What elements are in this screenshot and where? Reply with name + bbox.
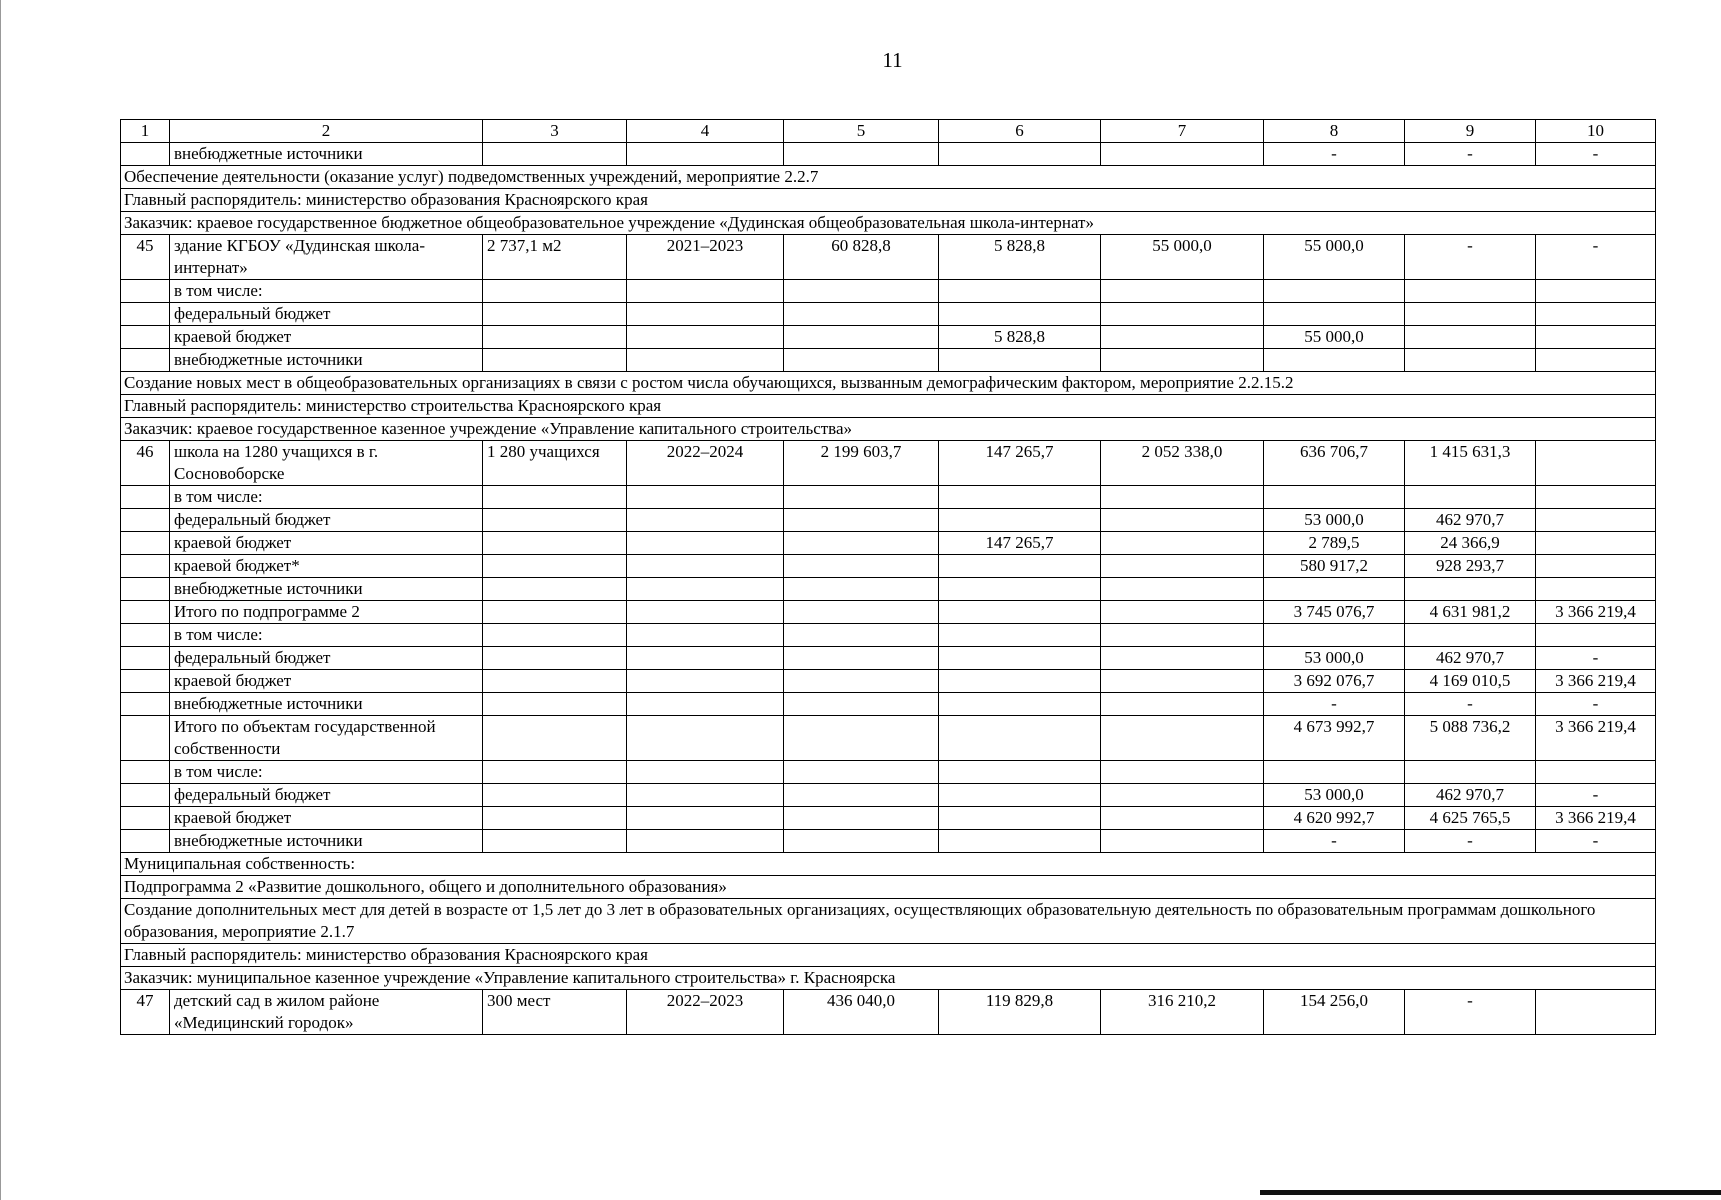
row-number-cell bbox=[121, 784, 170, 807]
value-cell: 147 265,7 bbox=[939, 532, 1101, 555]
value-cell bbox=[784, 303, 939, 326]
value-cell bbox=[1101, 509, 1264, 532]
value-cell: - bbox=[1536, 647, 1656, 670]
section-row bbox=[121, 189, 1656, 212]
row-number-cell bbox=[121, 693, 170, 716]
value-cell: 147 265,7 bbox=[939, 441, 1101, 486]
value-cell bbox=[939, 647, 1101, 670]
value-cell bbox=[627, 486, 784, 509]
value-cell bbox=[1536, 303, 1656, 326]
value-cell: 24 366,9 bbox=[1405, 532, 1536, 555]
section-row bbox=[121, 853, 1656, 876]
value-cell: 55 000,0 bbox=[1264, 326, 1405, 349]
row-name-cell: внебюджетные источники bbox=[170, 578, 483, 601]
value-cell bbox=[939, 601, 1101, 624]
value-cell bbox=[483, 693, 627, 716]
value-cell bbox=[483, 280, 627, 303]
section-title: Создание новых мест в общеобразовательных организациях в связи с ростом числа обучающихся, вызванным демографическим фактором, мероприятие 2.2.15.2 bbox=[121, 372, 1656, 395]
value-cell bbox=[784, 601, 939, 624]
header-cell: 7 bbox=[1101, 120, 1264, 143]
section-row bbox=[121, 395, 1656, 418]
value-cell bbox=[483, 349, 627, 372]
value-cell bbox=[1536, 486, 1656, 509]
value-cell bbox=[1101, 349, 1264, 372]
value-cell: - bbox=[1405, 143, 1536, 166]
table-row bbox=[121, 280, 1656, 303]
section-title: Обеспечение деятельности (оказание услуг) подведомственных учреждений, мероприятие 2.2.7 bbox=[121, 166, 1656, 189]
value-cell bbox=[1264, 578, 1405, 601]
value-cell bbox=[939, 280, 1101, 303]
row-number-cell bbox=[121, 670, 170, 693]
value-cell: 119 829,8 bbox=[939, 990, 1101, 1035]
row-name-cell: внебюджетные источники bbox=[170, 349, 483, 372]
value-cell bbox=[939, 349, 1101, 372]
row-name-cell: внебюджетные источники bbox=[170, 830, 483, 853]
value-cell bbox=[483, 647, 627, 670]
row-name-cell: внебюджетные источники bbox=[170, 143, 483, 166]
value-cell: 53 000,0 bbox=[1264, 509, 1405, 532]
value-cell bbox=[1101, 830, 1264, 853]
table-row bbox=[121, 349, 1656, 372]
value-cell bbox=[627, 303, 784, 326]
value-cell bbox=[784, 532, 939, 555]
value-cell bbox=[483, 578, 627, 601]
section-row bbox=[121, 418, 1656, 441]
value-cell: 1 415 631,3 bbox=[1405, 441, 1536, 486]
value-cell bbox=[483, 716, 627, 761]
value-cell bbox=[1264, 761, 1405, 784]
row-number-cell bbox=[121, 830, 170, 853]
value-cell: 2 199 603,7 bbox=[784, 441, 939, 486]
value-cell bbox=[939, 143, 1101, 166]
value-cell: 154 256,0 bbox=[1264, 990, 1405, 1035]
table-row bbox=[121, 235, 1656, 280]
value-cell bbox=[483, 486, 627, 509]
value-cell bbox=[483, 601, 627, 624]
row-name-cell: в том числе: bbox=[170, 486, 483, 509]
value-cell: - bbox=[1536, 830, 1656, 853]
row-name-cell: школа на 1280 учащихся в г. Сосновоборске bbox=[170, 441, 483, 486]
value-cell bbox=[1101, 143, 1264, 166]
value-cell bbox=[1536, 990, 1656, 1035]
row-name-cell: краевой бюджет bbox=[170, 532, 483, 555]
value-cell bbox=[939, 761, 1101, 784]
value-cell bbox=[483, 761, 627, 784]
value-cell bbox=[1405, 303, 1536, 326]
value-cell: 928 293,7 bbox=[1405, 555, 1536, 578]
value-cell bbox=[1101, 693, 1264, 716]
header-cell: 9 bbox=[1405, 120, 1536, 143]
row-number-cell bbox=[121, 143, 170, 166]
section-title: Заказчик: муниципальное казенное учреждение «Управление капитального строительства» г. Красноярска bbox=[121, 967, 1656, 990]
value-cell bbox=[1405, 578, 1536, 601]
value-cell: 462 970,7 bbox=[1405, 647, 1536, 670]
scan-edge-bottom bbox=[1260, 1190, 1721, 1195]
value-cell bbox=[784, 784, 939, 807]
value-cell bbox=[483, 143, 627, 166]
value-cell: 636 706,7 bbox=[1264, 441, 1405, 486]
value-cell bbox=[939, 624, 1101, 647]
table-row bbox=[121, 555, 1656, 578]
section-title: Заказчик: краевое государственное бюджетное общеобразовательное учреждение «Дудинская общеобразовательная школа-интернат» bbox=[121, 212, 1656, 235]
value-cell bbox=[939, 784, 1101, 807]
table-row bbox=[121, 326, 1656, 349]
row-name-cell: Итого по подпрограмме 2 bbox=[170, 601, 483, 624]
value-cell bbox=[784, 486, 939, 509]
value-cell: 2022–2024 bbox=[627, 441, 784, 486]
value-cell: 316 210,2 bbox=[1101, 990, 1264, 1035]
value-cell: 4 673 992,7 bbox=[1264, 716, 1405, 761]
value-cell: 55 000,0 bbox=[1264, 235, 1405, 280]
value-cell bbox=[1405, 280, 1536, 303]
value-cell bbox=[784, 578, 939, 601]
scan-edge bbox=[0, 0, 1, 1200]
header-cell: 3 bbox=[483, 120, 627, 143]
value-cell: 300 мест bbox=[483, 990, 627, 1035]
row-number-cell bbox=[121, 761, 170, 784]
value-cell: 462 970,7 bbox=[1405, 784, 1536, 807]
value-cell: 3 366 219,4 bbox=[1536, 601, 1656, 624]
value-cell bbox=[784, 555, 939, 578]
value-cell bbox=[627, 326, 784, 349]
value-cell bbox=[1101, 303, 1264, 326]
value-cell: - bbox=[1536, 784, 1656, 807]
section-row bbox=[121, 876, 1656, 899]
table-body bbox=[121, 120, 1656, 1035]
value-cell bbox=[784, 326, 939, 349]
header-cell: 5 bbox=[784, 120, 939, 143]
value-cell bbox=[1101, 716, 1264, 761]
value-cell bbox=[627, 670, 784, 693]
row-name-cell: внебюджетные источники bbox=[170, 693, 483, 716]
value-cell: 462 970,7 bbox=[1405, 509, 1536, 532]
value-cell bbox=[1101, 486, 1264, 509]
value-cell: 60 828,8 bbox=[784, 235, 939, 280]
section-row bbox=[121, 372, 1656, 395]
table-row bbox=[121, 990, 1656, 1035]
section-title: Заказчик: краевое государственное казенное учреждение «Управление капитального строительства» bbox=[121, 418, 1656, 441]
value-cell bbox=[627, 761, 784, 784]
value-cell bbox=[784, 509, 939, 532]
row-number-cell bbox=[121, 624, 170, 647]
row-name-cell: краевой бюджет bbox=[170, 807, 483, 830]
value-cell bbox=[1264, 280, 1405, 303]
value-cell: 580 917,2 bbox=[1264, 555, 1405, 578]
value-cell bbox=[1536, 280, 1656, 303]
row-number-cell bbox=[121, 509, 170, 532]
value-cell bbox=[1536, 326, 1656, 349]
value-cell: 2022–2023 bbox=[627, 990, 784, 1035]
value-cell bbox=[939, 555, 1101, 578]
value-cell bbox=[784, 143, 939, 166]
value-cell: 55 000,0 bbox=[1101, 235, 1264, 280]
value-cell: 3 745 076,7 bbox=[1264, 601, 1405, 624]
table-row bbox=[121, 486, 1656, 509]
row-name-cell: федеральный бюджет bbox=[170, 784, 483, 807]
header-cell: 4 bbox=[627, 120, 784, 143]
table-row bbox=[121, 532, 1656, 555]
value-cell bbox=[627, 647, 784, 670]
section-title: Главный распорядитель: министерство образования Красноярского края bbox=[121, 189, 1656, 212]
value-cell bbox=[784, 761, 939, 784]
value-cell bbox=[1101, 761, 1264, 784]
value-cell: 2 789,5 bbox=[1264, 532, 1405, 555]
value-cell: - bbox=[1264, 143, 1405, 166]
row-number-cell: 46 bbox=[121, 441, 170, 486]
row-number-cell bbox=[121, 807, 170, 830]
value-cell bbox=[1405, 624, 1536, 647]
value-cell bbox=[939, 486, 1101, 509]
value-cell: 1 280 учащихся bbox=[483, 441, 627, 486]
value-cell bbox=[1536, 555, 1656, 578]
value-cell: - bbox=[1405, 830, 1536, 853]
value-cell bbox=[627, 349, 784, 372]
table-row bbox=[121, 601, 1656, 624]
value-cell: 53 000,0 bbox=[1264, 647, 1405, 670]
table-row bbox=[121, 303, 1656, 326]
row-name-cell: в том числе: bbox=[170, 761, 483, 784]
value-cell bbox=[1405, 326, 1536, 349]
value-cell: 4 620 992,7 bbox=[1264, 807, 1405, 830]
value-cell bbox=[627, 784, 784, 807]
value-cell bbox=[939, 578, 1101, 601]
row-number-cell: 45 bbox=[121, 235, 170, 280]
value-cell bbox=[483, 784, 627, 807]
section-title: Муниципальная собственность: bbox=[121, 853, 1656, 876]
row-name-cell: федеральный бюджет bbox=[170, 303, 483, 326]
table-row bbox=[121, 716, 1656, 761]
value-cell bbox=[939, 509, 1101, 532]
section-row bbox=[121, 944, 1656, 967]
value-cell bbox=[939, 716, 1101, 761]
value-cell: 5 088 736,2 bbox=[1405, 716, 1536, 761]
value-cell: 4 625 765,5 bbox=[1405, 807, 1536, 830]
value-cell bbox=[939, 670, 1101, 693]
value-cell: - bbox=[1536, 693, 1656, 716]
value-cell bbox=[483, 303, 627, 326]
value-cell bbox=[483, 532, 627, 555]
value-cell bbox=[1405, 761, 1536, 784]
value-cell bbox=[1536, 761, 1656, 784]
value-cell bbox=[483, 670, 627, 693]
value-cell bbox=[1101, 578, 1264, 601]
value-cell bbox=[627, 693, 784, 716]
value-cell bbox=[627, 555, 784, 578]
row-number-cell: 47 bbox=[121, 990, 170, 1035]
header-cell: 6 bbox=[939, 120, 1101, 143]
value-cell bbox=[784, 830, 939, 853]
value-cell bbox=[483, 807, 627, 830]
row-number-cell bbox=[121, 280, 170, 303]
section-row bbox=[121, 899, 1656, 944]
value-cell bbox=[1264, 624, 1405, 647]
section-title: Создание дополнительных мест для детей в возрасте от 1,5 лет до 3 лет в образовательных организациях, осуществляющих образовательную деятельность по образовательным программам дошкольного образования, мероприятие 2.1.7 bbox=[121, 899, 1656, 944]
row-name-cell: в том числе: bbox=[170, 280, 483, 303]
value-cell: 5 828,8 bbox=[939, 326, 1101, 349]
value-cell bbox=[784, 647, 939, 670]
value-cell bbox=[483, 326, 627, 349]
value-cell: 53 000,0 bbox=[1264, 784, 1405, 807]
table-row bbox=[121, 578, 1656, 601]
page-number: 11 bbox=[882, 48, 903, 72]
value-cell bbox=[483, 624, 627, 647]
value-cell bbox=[939, 303, 1101, 326]
row-name-cell: краевой бюджет bbox=[170, 326, 483, 349]
value-cell bbox=[627, 143, 784, 166]
row-number-cell bbox=[121, 349, 170, 372]
value-cell bbox=[627, 601, 784, 624]
value-cell: 2 052 338,0 bbox=[1101, 441, 1264, 486]
value-cell: 4 169 010,5 bbox=[1405, 670, 1536, 693]
value-cell bbox=[1101, 601, 1264, 624]
value-cell: - bbox=[1405, 990, 1536, 1035]
value-cell bbox=[483, 509, 627, 532]
value-cell bbox=[1101, 670, 1264, 693]
value-cell: - bbox=[1536, 235, 1656, 280]
row-name-cell: Итого по объектам государственной собственности bbox=[170, 716, 483, 761]
table-row bbox=[121, 509, 1656, 532]
value-cell bbox=[1536, 509, 1656, 532]
value-cell: - bbox=[1405, 235, 1536, 280]
row-number-cell bbox=[121, 532, 170, 555]
header-cell: 8 bbox=[1264, 120, 1405, 143]
section-row bbox=[121, 967, 1656, 990]
row-name-cell: федеральный бюджет bbox=[170, 647, 483, 670]
value-cell bbox=[1101, 532, 1264, 555]
value-cell bbox=[784, 280, 939, 303]
value-cell bbox=[784, 693, 939, 716]
value-cell bbox=[1405, 349, 1536, 372]
value-cell bbox=[784, 807, 939, 830]
value-cell: 3 366 219,4 bbox=[1536, 716, 1656, 761]
value-cell bbox=[784, 349, 939, 372]
value-cell bbox=[784, 624, 939, 647]
row-number-cell bbox=[121, 647, 170, 670]
row-name-cell: краевой бюджет* bbox=[170, 555, 483, 578]
row-name-cell: федеральный бюджет bbox=[170, 509, 483, 532]
value-cell bbox=[1101, 784, 1264, 807]
value-cell bbox=[1536, 441, 1656, 486]
value-cell bbox=[627, 578, 784, 601]
value-cell bbox=[1264, 486, 1405, 509]
header-cell: 2 bbox=[170, 120, 483, 143]
row-number-cell bbox=[121, 326, 170, 349]
value-cell: - bbox=[1536, 143, 1656, 166]
row-number-cell bbox=[121, 716, 170, 761]
value-cell bbox=[1536, 532, 1656, 555]
value-cell bbox=[627, 807, 784, 830]
value-cell bbox=[1264, 303, 1405, 326]
value-cell bbox=[784, 716, 939, 761]
value-cell bbox=[939, 693, 1101, 716]
value-cell: 5 828,8 bbox=[939, 235, 1101, 280]
section-title: Подпрограмма 2 «Развитие дошкольного, общего и дополнительного образования» bbox=[121, 876, 1656, 899]
value-cell bbox=[627, 509, 784, 532]
value-cell: 4 631 981,2 bbox=[1405, 601, 1536, 624]
row-number-cell bbox=[121, 601, 170, 624]
value-cell: 3 692 076,7 bbox=[1264, 670, 1405, 693]
value-cell bbox=[1536, 578, 1656, 601]
value-cell bbox=[627, 830, 784, 853]
section-row bbox=[121, 166, 1656, 189]
row-name-cell: здание КГБОУ «Дудинская школа-интернат» bbox=[170, 235, 483, 280]
row-number-cell bbox=[121, 303, 170, 326]
value-cell: - bbox=[1405, 693, 1536, 716]
table-row bbox=[121, 670, 1656, 693]
row-name-cell: детский сад в жилом районе «Медицинский городок» bbox=[170, 990, 483, 1035]
header-cell: 1 bbox=[121, 120, 170, 143]
table-row bbox=[121, 143, 1656, 166]
row-number-cell bbox=[121, 486, 170, 509]
budget-table bbox=[120, 119, 1656, 1035]
value-cell: 436 040,0 bbox=[784, 990, 939, 1035]
value-cell bbox=[784, 670, 939, 693]
value-cell bbox=[627, 716, 784, 761]
value-cell bbox=[939, 807, 1101, 830]
value-cell bbox=[1405, 486, 1536, 509]
table-row bbox=[121, 761, 1656, 784]
value-cell: - bbox=[1264, 693, 1405, 716]
table-row bbox=[121, 830, 1656, 853]
section-title: Главный распорядитель: министерство образования Красноярского края bbox=[121, 944, 1656, 967]
value-cell bbox=[1101, 624, 1264, 647]
table-row bbox=[121, 624, 1656, 647]
table-row bbox=[121, 441, 1656, 486]
value-cell bbox=[1101, 326, 1264, 349]
value-cell bbox=[483, 555, 627, 578]
value-cell: 3 366 219,4 bbox=[1536, 670, 1656, 693]
value-cell bbox=[1264, 349, 1405, 372]
row-number-cell bbox=[121, 555, 170, 578]
value-cell bbox=[1101, 280, 1264, 303]
table-row bbox=[121, 647, 1656, 670]
value-cell bbox=[1101, 555, 1264, 578]
row-name-cell: краевой бюджет bbox=[170, 670, 483, 693]
value-cell bbox=[627, 624, 784, 647]
value-cell bbox=[483, 830, 627, 853]
column-number-row bbox=[121, 120, 1656, 143]
value-cell: - bbox=[1264, 830, 1405, 853]
value-cell: 2021–2023 bbox=[627, 235, 784, 280]
value-cell bbox=[627, 280, 784, 303]
value-cell bbox=[1101, 807, 1264, 830]
table-row bbox=[121, 807, 1656, 830]
section-row bbox=[121, 212, 1656, 235]
value-cell bbox=[1101, 647, 1264, 670]
value-cell bbox=[627, 532, 784, 555]
value-cell: 3 366 219,4 bbox=[1536, 807, 1656, 830]
section-title: Главный распорядитель: министерство строительства Красноярского края bbox=[121, 395, 1656, 418]
table-row bbox=[121, 784, 1656, 807]
row-name-cell: в том числе: bbox=[170, 624, 483, 647]
value-cell: 2 737,1 м2 bbox=[483, 235, 627, 280]
value-cell bbox=[1536, 624, 1656, 647]
row-number-cell bbox=[121, 578, 170, 601]
value-cell bbox=[939, 830, 1101, 853]
table-row bbox=[121, 693, 1656, 716]
header-cell: 10 bbox=[1536, 120, 1656, 143]
value-cell bbox=[1536, 349, 1656, 372]
